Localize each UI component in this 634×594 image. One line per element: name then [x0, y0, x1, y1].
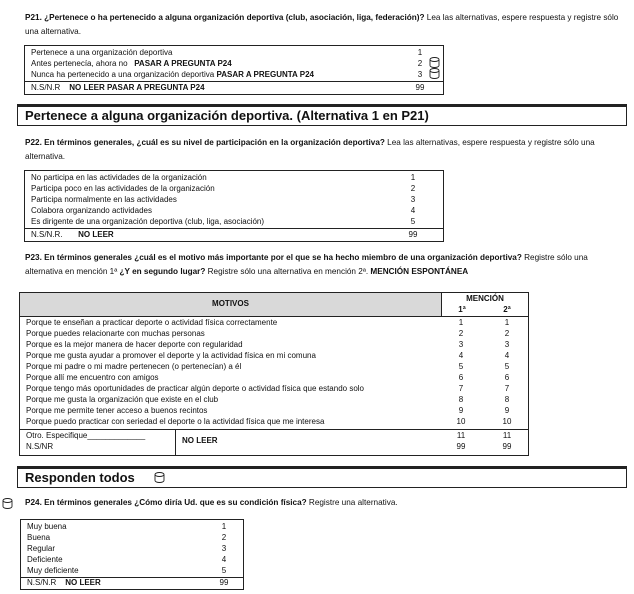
p24-options-box: [20, 519, 244, 590]
p22-option-label: Es dirigente de una organización deportiva (club, liga, asociación): [31, 217, 265, 226]
p22-option-label: Participa normalmente en las actividades: [31, 195, 177, 204]
p24-option-label: Deficiente: [27, 555, 63, 564]
p21-option-code[interactable]: 3: [417, 70, 423, 79]
p23-motive-code-2[interactable]: 7: [504, 384, 510, 393]
p24-option: [21, 532, 243, 543]
p23-ns-c1[interactable]: 99: [456, 442, 466, 451]
p22-option-code[interactable]: 4: [410, 206, 416, 215]
p23-question: [25, 251, 620, 279]
p22-ns-code[interactable]: 99: [408, 230, 418, 239]
p22-option-code[interactable]: 3: [410, 195, 416, 204]
p24-question-rest: Registre una alternativa.: [306, 498, 398, 507]
p23-motive-label: Porque allí me encuentro con amigos: [26, 373, 159, 382]
p23-motive-code-1[interactable]: 7: [458, 384, 464, 393]
p23-ns-c2[interactable]: 99: [502, 442, 512, 451]
p22-options-box: [24, 170, 444, 242]
skip-cylinder-icon: [429, 57, 440, 68]
p23-otro-c2[interactable]: 11: [502, 431, 512, 440]
p24-option-code[interactable]: 2: [221, 533, 227, 542]
p23-motive-code-2[interactable]: 1: [504, 318, 510, 327]
p23-motive-row: [20, 350, 528, 361]
p24-option-code[interactable]: 4: [221, 555, 227, 564]
p23-motive-row: [20, 328, 528, 339]
p24-option-label: Regular: [27, 544, 56, 553]
p23-motive-code-2[interactable]: 9: [504, 406, 510, 415]
p23-motive-row: [20, 339, 528, 350]
p22-option: [25, 205, 443, 216]
p21-option: [25, 69, 443, 80]
p24-option-label: Buena: [27, 533, 51, 542]
p23-otro-row: [20, 430, 528, 441]
p24-option: [21, 554, 243, 565]
p22-question-rest: Lea las alternativas, espere respuesta y registre sólo una alternativa.: [25, 138, 595, 161]
p23-motive-code-1[interactable]: 8: [458, 395, 464, 404]
p21-options-box: [24, 45, 444, 95]
p21-question-rest: Lea las alternativas, espere respuesta y registre sólo una alternativa.: [25, 13, 619, 36]
p21-option-code[interactable]: 2: [417, 59, 423, 68]
p23-motive-label: Porque puedes relacionarte con muchas personas: [26, 329, 205, 338]
p21-option-code[interactable]: 1: [417, 48, 423, 57]
p24-ns-label: N.S/N.R NO LEER: [27, 578, 101, 587]
p23-motive-code-2[interactable]: 3: [504, 340, 510, 349]
p22-option-label: No participa en las actividades de la organización: [31, 173, 207, 182]
p23-ns-label: N.S/NR: [26, 442, 54, 451]
p24-option-label: Muy buena: [27, 522, 67, 531]
p23-motive-code-1[interactable]: 9: [458, 406, 464, 415]
p23-motive-code-1[interactable]: 2: [458, 329, 464, 338]
p21-ns-row: [25, 82, 443, 93]
p23-header-mencion: MENCIÓN: [466, 294, 504, 303]
skip-cylinder-icon: [429, 68, 440, 79]
p23-motive-label: Porque es la mejor manera de hacer deporte con regularidad: [26, 340, 243, 349]
p21-question: [25, 11, 620, 39]
database-icon: [154, 472, 165, 483]
section-banner-pertenece: [17, 106, 627, 126]
p23-question-bold3: MENCIÓN ESPONTÁNEA: [370, 267, 469, 276]
p23-motive-label: Porque me gusta la organización que existe en el club: [26, 395, 219, 404]
p23-motive-row: [20, 361, 528, 372]
p23-motive-label: Porque te enseñan a practicar deporte o actividad física correctamente: [26, 318, 278, 327]
p23-header-mencion-cell: [442, 293, 528, 316]
p23-motive-label: Porque me gusta ayudar a promover el deporte y la actividad física en mi comuna: [26, 351, 316, 360]
p23-motive-code-2[interactable]: 8: [504, 395, 510, 404]
p23-header-2: 2ª: [503, 305, 511, 314]
p22-ns-label: N.S/N.R. NO LEER: [31, 230, 114, 239]
p23-table: [19, 292, 529, 456]
p23-motive-code-1[interactable]: 10: [456, 417, 466, 426]
p24-option: [21, 543, 243, 554]
p23-motive-code-1[interactable]: 5: [458, 362, 464, 371]
p21-option: [25, 47, 443, 58]
p23-motive-code-2[interactable]: 6: [504, 373, 510, 382]
p24-question: [25, 496, 620, 510]
p22-ns-row: [25, 229, 443, 240]
p22-question: [25, 136, 620, 164]
p23-ns-row: [20, 441, 528, 452]
p23-question-bold: P23. En términos generales ¿cuál es el motivo más importante por el que se ha hecho miembro de una organización deportiva?: [25, 253, 522, 262]
p21-option-label: Antes pertenecía, ahora no PASAR A PREGUNTA P24: [31, 59, 232, 68]
p24-option-code[interactable]: 5: [221, 566, 227, 575]
p21-ns-label: N.S/N.R NO LEER PASAR A PREGUNTA P24: [31, 83, 205, 92]
p24-option-code[interactable]: 1: [221, 522, 227, 531]
p21-question-bold: P21. ¿Pertenece o ha pertenecido a alguna organización deportiva (club, asociación, liga, federación)?: [25, 13, 425, 22]
p23-motive-code-1[interactable]: 3: [458, 340, 464, 349]
p23-motive-label: Porque mi padre o mi madre pertenecen (o pertenecían) a él: [26, 362, 242, 371]
p23-question-bold2: ¿Y en segundo lugar?: [119, 267, 206, 276]
p23-motive-label: Porque me permite tener acceso a buenos recintos: [26, 406, 208, 415]
p24-option-code[interactable]: 3: [221, 544, 227, 553]
p23-motive-label: Porque puedo practicar con seriedad el deporte o la actividad física que me interesa: [26, 417, 325, 426]
p22-option: [25, 194, 443, 205]
p24-option-label: Muy deficiente: [27, 566, 79, 575]
p24-ns-code[interactable]: 99: [219, 578, 229, 587]
p23-motive-row: [20, 383, 528, 394]
p23-motive-row: [20, 317, 528, 328]
p23-motive-code-2[interactable]: 4: [504, 351, 510, 360]
p21-option-label: Pertenece a una organización deportiva: [31, 48, 173, 57]
p23-header-1: 1ª: [458, 305, 466, 314]
p23-otro-c1[interactable]: 11: [456, 431, 466, 440]
p24-ns-row: [21, 577, 243, 588]
section-title: Responden todos: [25, 470, 135, 485]
p23-motive-row: [20, 405, 528, 416]
p23-no-leer: NO LEER: [182, 436, 218, 445]
p22-option-code[interactable]: 5: [410, 217, 416, 226]
p23-motive-code-2[interactable]: 10: [502, 417, 512, 426]
p22-option-label: Participa poco en las actividades de la organización: [31, 184, 215, 193]
database-icon: [2, 498, 13, 509]
p23-motive-code-1[interactable]: 1: [458, 318, 464, 327]
p23-header-motivos-cell: [20, 293, 441, 316]
p23-motive-row: [20, 416, 528, 427]
p23-otro-label[interactable]: Otro. Especifique_____________: [26, 431, 146, 440]
p24-option: [21, 521, 243, 532]
p22-option-code[interactable]: 2: [410, 184, 416, 193]
p23-motive-label: Porque tengo más oportunidades de practicar algún deporte o actividad física que estando solo: [26, 384, 364, 393]
p23-question-rest2: Registre sólo una alternativa en mención 2ª.: [205, 267, 371, 276]
p21-option-label: Nunca ha pertenecido a una organización deportiva PASAR A PREGUNTA P24: [31, 70, 314, 79]
section-title: Pertenece a alguna organización deportiva. (Alternativa 1 en P21): [25, 108, 429, 123]
p24-option: [21, 565, 243, 576]
p23-motive-code-1[interactable]: 6: [458, 373, 464, 382]
p23-motive-code-1[interactable]: 4: [458, 351, 464, 360]
p21-ns-code[interactable]: 99: [415, 83, 425, 92]
p24-question-bold: P24. En términos generales ¿Cómo diría Ud. que es su condición física?: [25, 498, 307, 507]
p23-motive-code-2[interactable]: 2: [504, 329, 510, 338]
p21-option: [25, 58, 443, 69]
p22-option: [25, 183, 443, 194]
p22-question-bold: P22. En términos generales, ¿cuál es su nivel de participación en la organización deportiva?: [25, 138, 385, 147]
p22-option-code[interactable]: 1: [410, 173, 416, 182]
p23-header-motivos: MOTIVOS: [212, 299, 249, 308]
p22-option-label: Colabora organizando actividades: [31, 206, 152, 215]
p23-motive-row: [20, 394, 528, 405]
section-banner-responden-todos: [17, 468, 627, 488]
p22-option: [25, 216, 443, 227]
p23-question-rest: Registre sólo una alternativa en mención 1ª: [25, 253, 588, 276]
p23-motive-code-2[interactable]: 5: [504, 362, 510, 371]
p22-option: [25, 172, 443, 183]
p23-motive-row: [20, 372, 528, 383]
